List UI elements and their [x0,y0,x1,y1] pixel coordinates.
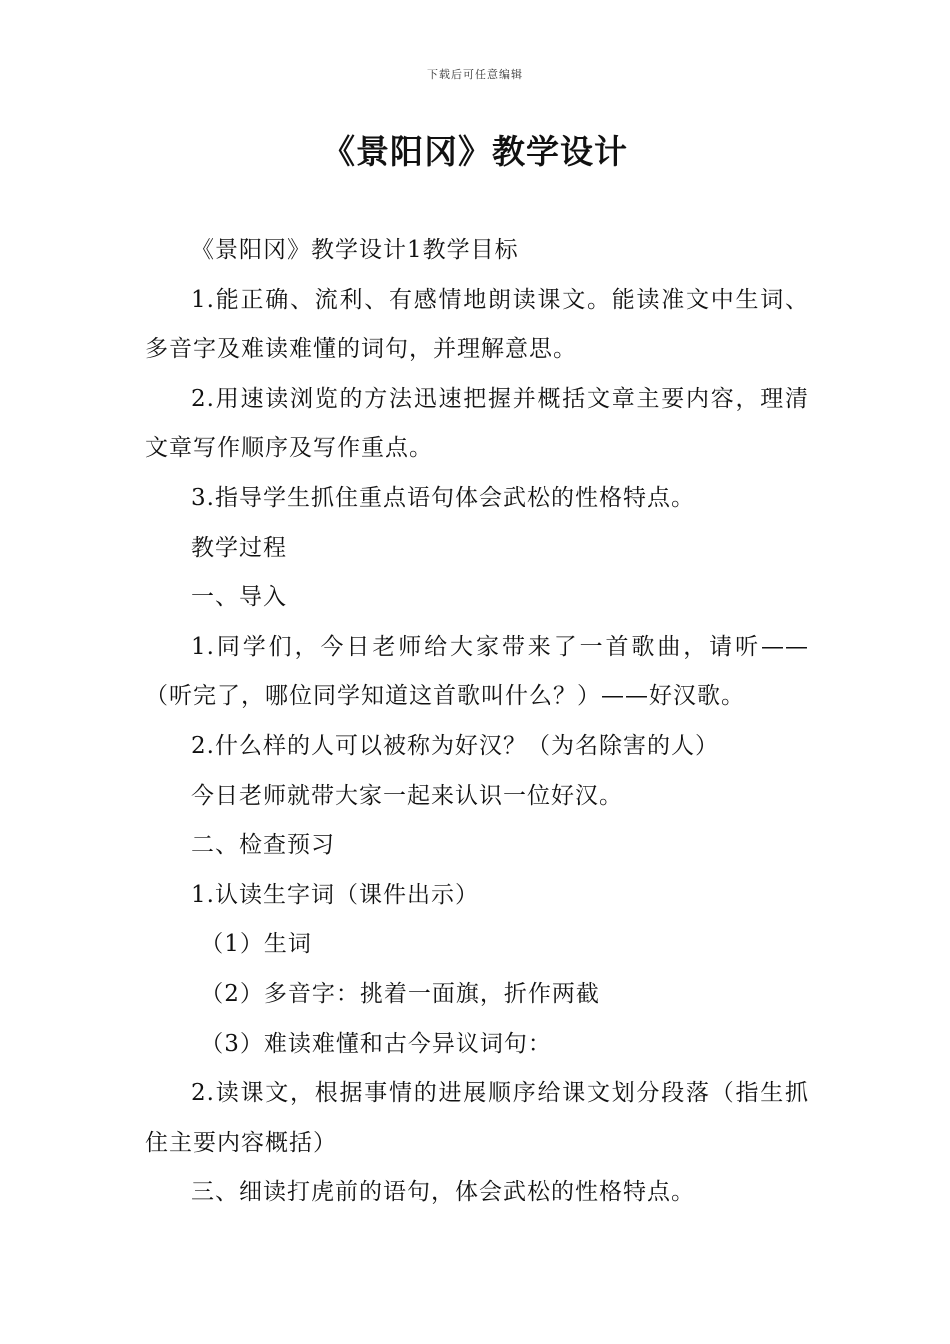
header-note: 下载后可任意编辑 [427,68,523,81]
document-title: 《景阳冈》教学设计 [322,132,628,171]
paragraph-step-1-1: 1.同学们，今日老师给大家带来了一首歌曲，请听——（听完了，哪位同学知道这首歌叫什么？）——好汉歌。 [145,633,809,710]
paragraph-goal-1: 1.能正确、流利、有感情地朗读课文。能读准文中生词、多音字及难读难懂的词句，并理解意思。 [145,286,809,363]
paragraph-goal-3: 3.指导学生抓住重点语句体会武松的性格特点。 [191,484,695,511]
paragraph-sub-3: （3）难读难懂和古今异议词句： [200,1030,552,1057]
document-body [145,226,809,1218]
paragraph-step-2-2: 2.读课文，根据事情的进展顺序给课文划分段落（指生抓住主要内容概括） [145,1080,809,1156]
paragraph-step-1-3: 今日老师就带大家一起来认识一位好汉。 [191,782,623,809]
paragraph-section-1: 一、导入 [191,584,287,611]
paragraph-step-2-1: 1.认读生字词（课件出示） [191,881,479,908]
paragraph-sub-1: （1）生词 [200,931,312,958]
paragraph-process-heading: 教学过程 [191,534,287,561]
paragraph-section-3: 三、细读打虎前的语句，体会武松的性格特点。 [191,1179,695,1206]
paragraph-goal-2: 2.用速读浏览的方法迅速把握并概括文章主要内容，理清文章写作顺序及写作重点。 [145,385,809,462]
paragraph-step-1-2: 2.什么样的人可以被称为好汉？（为名除害的人） [191,732,719,759]
paragraph-intro: 《景阳冈》教学设计1教学目标 [191,237,519,263]
paragraph-sub-2: （2）多音字：挑着一面旗，折作两截 [200,980,600,1007]
paragraph-section-2: 二、检查预习 [191,832,335,859]
